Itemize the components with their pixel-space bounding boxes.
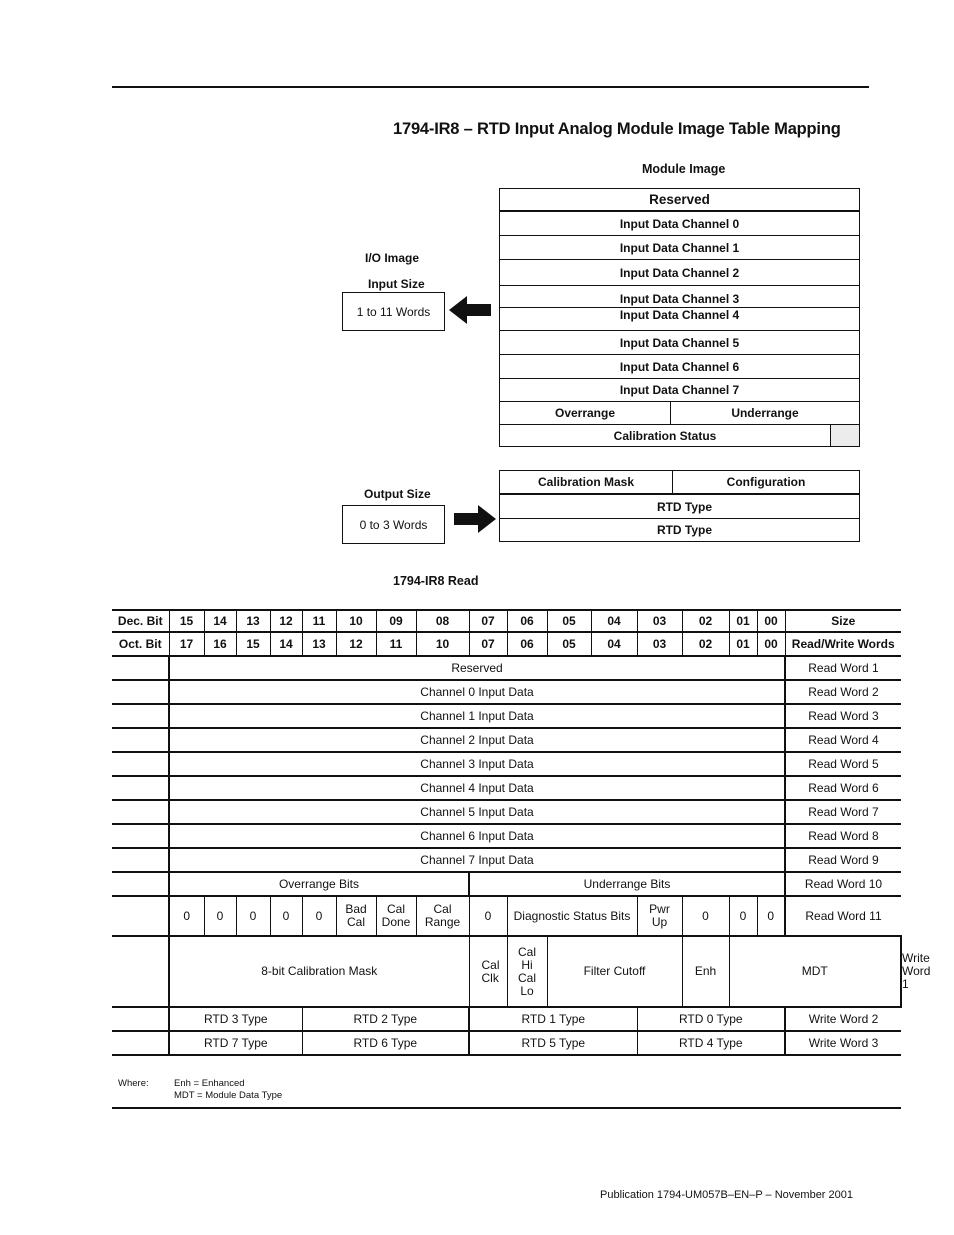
row-input-ch6: Input Data Channel 6 [500, 355, 859, 379]
bit-map-table [112, 609, 931, 1056]
footnote-where: Where: [118, 1078, 149, 1089]
input-size-box [342, 292, 445, 331]
row-calibration-status: Calibration Status [500, 425, 859, 446]
overrange-label: Overrange [554, 406, 616, 420]
footnote-notes [174, 1078, 282, 1102]
oct-bit-row: Oct. Bit 17 16 15 14 13 12 11 10 07 06 05 04 03 02 01 00 Read/Write Words [112, 632, 901, 656]
arrow-right-icon [452, 503, 498, 535]
row-input-ch3: Input Data Channel 3 [500, 286, 859, 308]
row-reserved: Reserved [500, 189, 859, 212]
rw-words-label: Read/Write Words [785, 632, 901, 656]
oct-bit-label: Oct. Bit [112, 632, 169, 656]
footnote-enh: Enh = Enhanced [174, 1078, 245, 1089]
table-title: 1794-IR8 Read [393, 574, 479, 588]
output-size-box [342, 505, 445, 544]
input-size-value: 1 to 11 Words [356, 304, 431, 319]
row-input-ch1: Input Data Channel 1 [500, 236, 859, 260]
dec-bit-label: Dec. Bit [112, 610, 169, 632]
input-size-label: Input Size [368, 277, 425, 291]
arrow-left-icon [447, 294, 493, 326]
row-input-ch2: Input Data Channel 2 [500, 260, 859, 286]
row-over-under [500, 402, 859, 425]
row-input-ch7: Input Data Channel 7 [500, 379, 859, 402]
output-module-image [499, 470, 860, 542]
table-row: RTD 7 Type RTD 6 Type RTD 5 Type RTD 4 Type Write Word 3 [112, 1031, 901, 1055]
footnote-mdt: MDT = Module Data Type [174, 1090, 283, 1101]
io-image-label: I/O Image [365, 251, 420, 265]
row-input-ch5: Input Data Channel 5 [500, 331, 859, 355]
underrange-label: Underrange [731, 406, 799, 420]
row-rtd-type-1: RTD Type [500, 495, 859, 519]
row-rtd-type-2: RTD Type [656, 523, 713, 537]
table-row: 8-bit Calibration Mask Cal Clk Cal Hi Cal Lo Filter Cutoff Enh MDT Write Word 1 [112, 936, 901, 1007]
table-row: Channel 2 Input Data Read Word 4 [112, 728, 901, 752]
publication-footer: Publication 1794-UM057B–EN–P – November 2001 [600, 1189, 853, 1201]
table-row: Channel 6 Input Data Read Word 8 [112, 824, 901, 848]
dec-bit-row: Dec. Bit 15 14 13 12 11 10 09 08 07 06 05 04 03 02 01 00 Size [112, 610, 901, 632]
row-calmask-config [500, 471, 859, 495]
page-title: 1794-IR8 – RTD Input Analog Module Image Table Mapping [393, 120, 841, 138]
output-size-value: 0 to 3 Words [359, 517, 428, 532]
table-row: Channel 4 Input Data Read Word 6 [112, 776, 901, 800]
top-rule [112, 86, 869, 88]
table-row: Channel 0 Input Data Read Word 2 [112, 680, 901, 704]
table-row: Overrange Bits Underrange Bits Read Word 10 [112, 872, 901, 896]
table-row: 0 0 0 0 0 Bad Cal Cal Done Cal Range 0 Diagnostic Status Bits Pwr Up 0 0 0 Read Word 11 [112, 896, 901, 936]
table-row: Channel 1 Input Data Read Word 3 [112, 704, 901, 728]
table-row: Reserved Read Word 1 [112, 656, 901, 680]
configuration-label: Configuration [726, 475, 806, 489]
footnote-rule [112, 1107, 901, 1109]
size-label: Size [785, 610, 901, 632]
table-row: Channel 7 Input Data Read Word 9 [112, 848, 901, 872]
input-module-image [499, 188, 860, 447]
row-input-ch0: Input Data Channel 0 [500, 212, 859, 236]
output-size-label: Output Size [364, 487, 431, 501]
calibration-mask-label: Calibration Mask [537, 475, 635, 489]
table-row: RTD 3 Type RTD 2 Type RTD 1 Type RTD 0 Type Write Word 2 [112, 1007, 901, 1031]
module-image-label: Module Image [642, 162, 726, 176]
row-input-ch4: Input Data Channel 4 [500, 308, 859, 331]
table-row: Channel 5 Input Data Read Word 7 [112, 800, 901, 824]
table-row: Channel 3 Input Data Read Word 5 [112, 752, 901, 776]
